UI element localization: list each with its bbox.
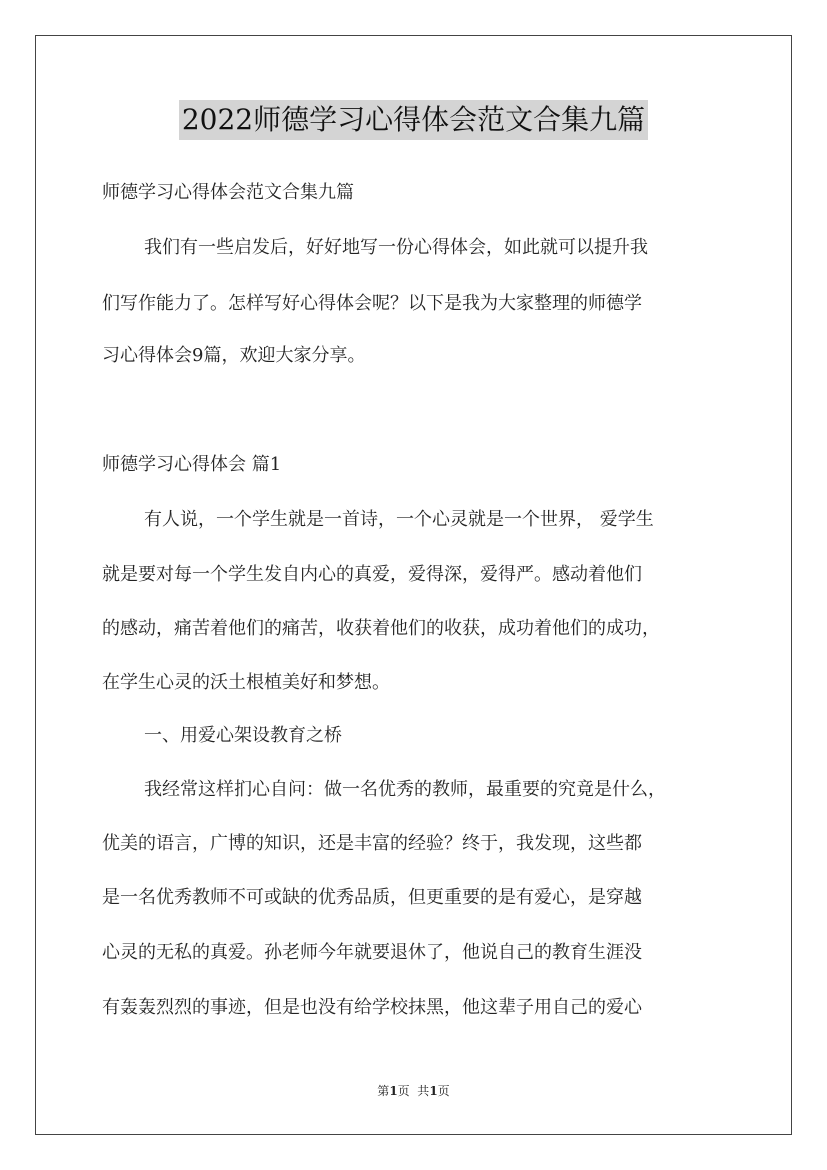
footer-page-suffix: 页 <box>437 1084 450 1098</box>
document-title: 2022师德学习心得体会范文合集九篇 <box>179 100 648 140</box>
footer-page-mid: 页 共 <box>397 1084 430 1098</box>
paragraph-line: 有轰轰烈烈的事迹，但是也没有给学校抹黑，他这辈子用自己的爱心 <box>102 997 642 1018</box>
section-heading: 师德学习心得体会 篇1 <box>102 454 282 475</box>
paragraph-line: 在学生心灵的沃土根植美好和梦想。 <box>102 672 390 693</box>
page-footer <box>0 1083 827 1099</box>
paragraph-line: 有人说，一个学生就是一首诗，一个心灵就是一个世界， 爱学生 <box>144 509 654 530</box>
footer-page-current: 1 <box>389 1084 398 1098</box>
paragraph-line: 我们有一些启发后，好好地写一份心得体会，如此就可以提升我 <box>144 237 648 258</box>
paragraph-line: 们写作能力了。怎样写好心得体会呢？以下是我为大家整理的师德学 <box>102 293 642 314</box>
subsection-heading: 一、用爱心架设教育之桥 <box>144 725 342 746</box>
paragraph-line: 我经常这样扪心自问：做一名优秀的教师，最重要的究竟是什么， <box>144 779 666 800</box>
paragraph-line: 习心得体会9篇，欢迎大家分享。 <box>102 345 366 366</box>
paragraph-line: 心灵的无私的真爱。孙老师今年就要退休了，他说自己的教育生涯没 <box>102 942 642 963</box>
title-wrap <box>0 100 827 140</box>
footer-page-prefix: 第 <box>377 1084 390 1098</box>
paragraph-line: 就是要对每一个学生发自内心的真爱，爱得深，爱得严。感动着他们 <box>102 564 642 585</box>
paragraph-line: 优美的语言，广博的知识，还是丰富的经验？终于，我发现，这些都 <box>102 833 642 854</box>
paragraph-line: 是一名优秀教师不可或缺的优秀品质，但更重要的是有爱心，是穿越 <box>102 887 642 908</box>
footer-page-total: 1 <box>429 1084 438 1098</box>
subtitle-line: 师德学习心得体会范文合集九篇 <box>102 182 354 203</box>
paragraph-line: 的感动，痛苦着他们的痛苦，收获着他们的收获，成功着他们的成功， <box>102 618 660 639</box>
